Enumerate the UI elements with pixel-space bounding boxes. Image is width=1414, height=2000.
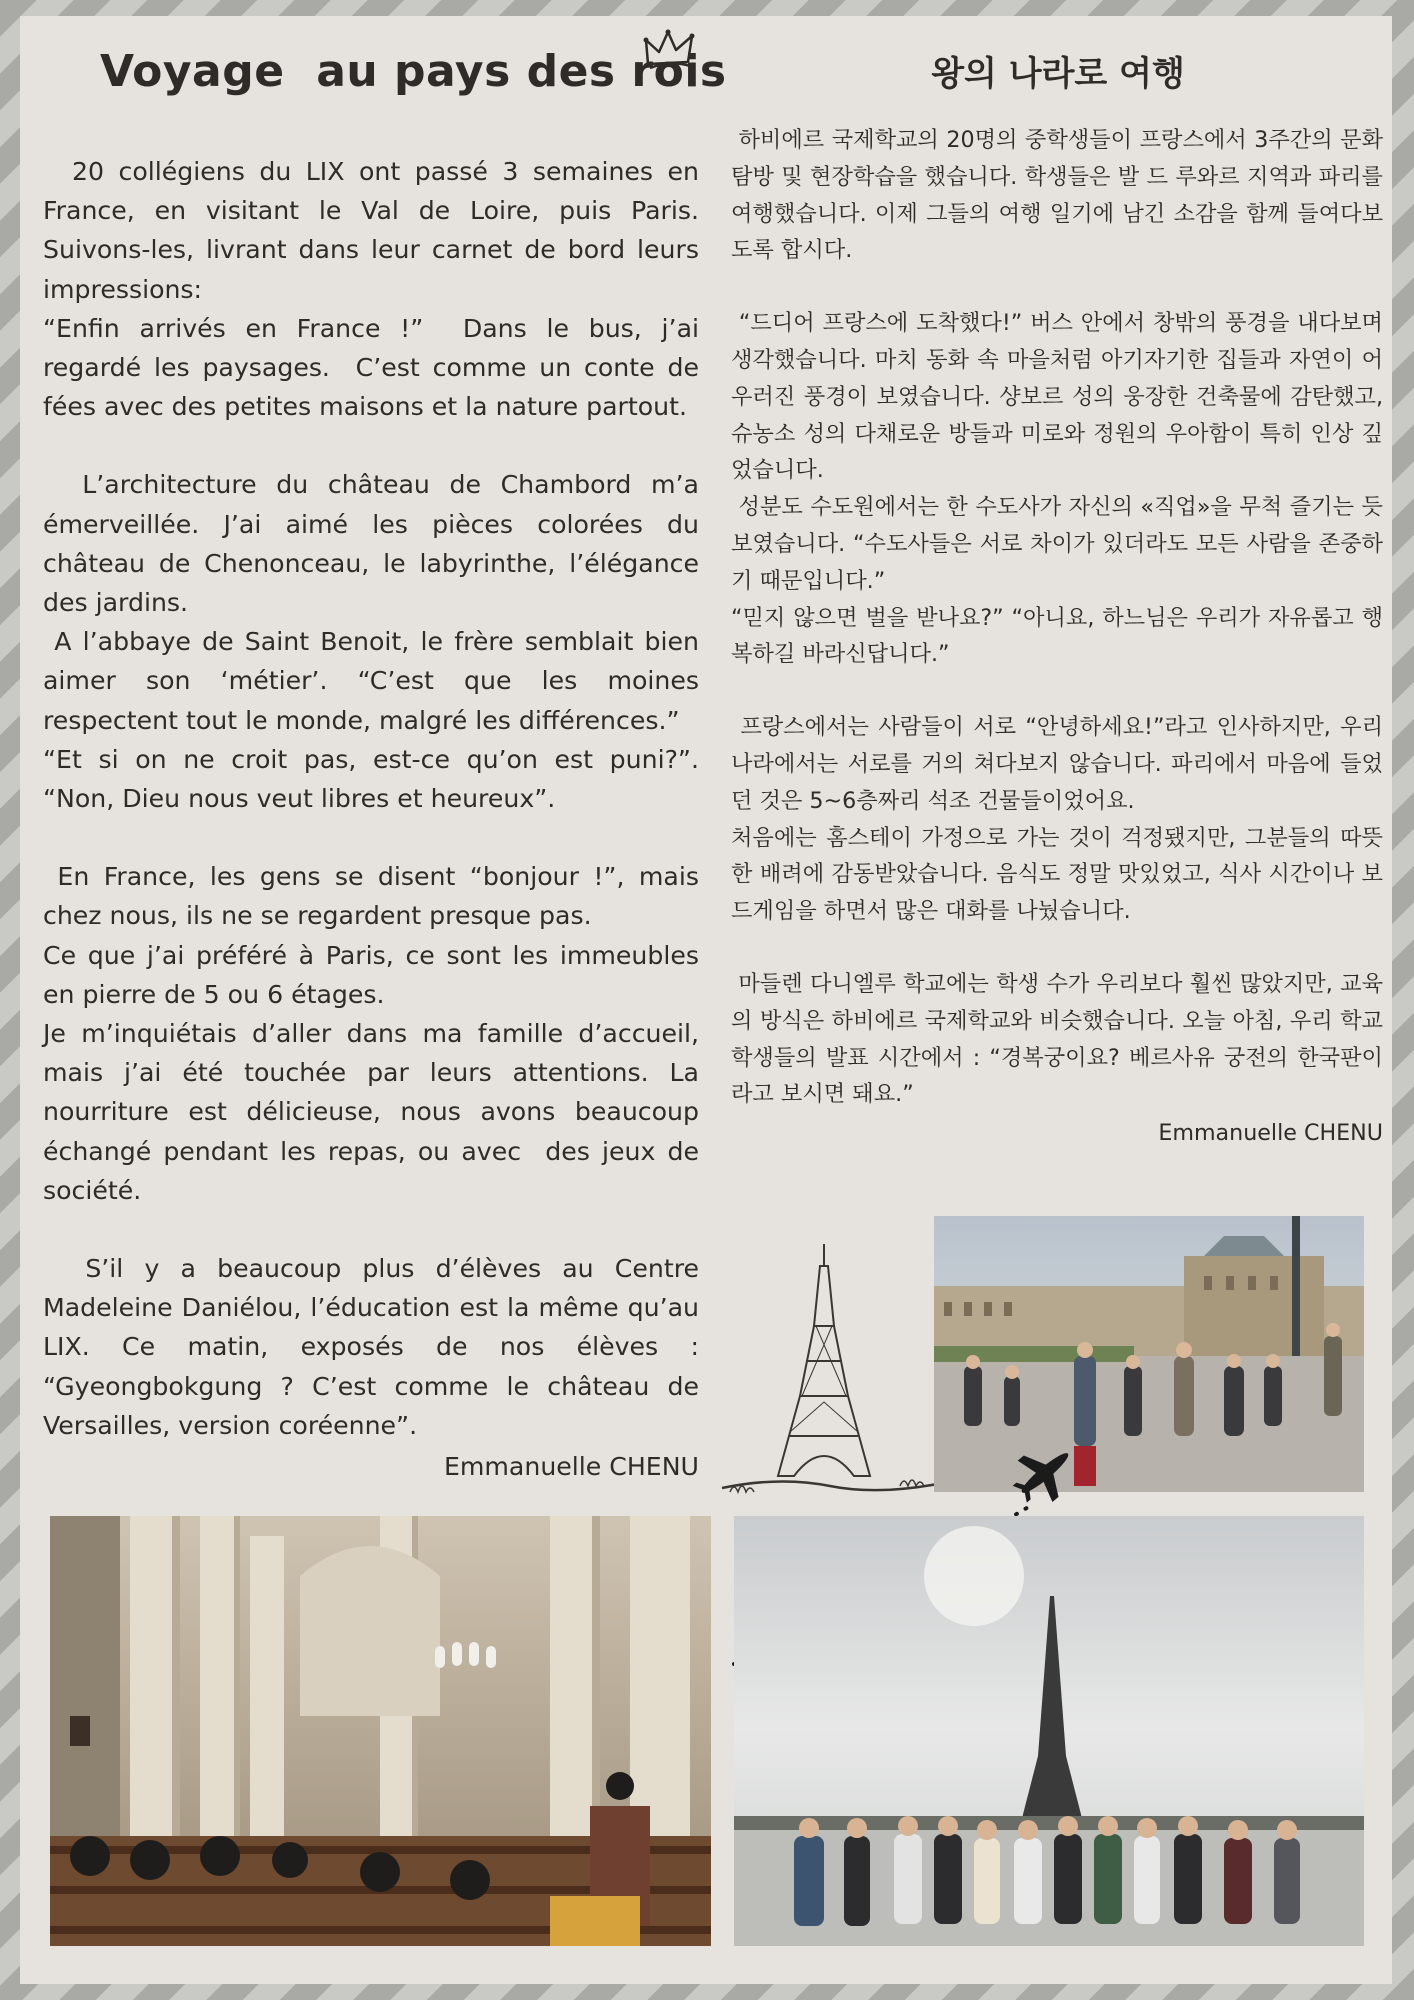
fr-paragraph: L’architecture du château de Chambord m’a émerveillée. J’ai aimé les pièces colorées du château de Chenonceau, le labyrinthe, l’élégance des jardins. (43, 470, 708, 618)
ko-paragraph: 처음에는 홈스테이 가정으로 가는 것이 걱정됐지만, 그분들의 따뜻한 배려에 감동받았습니다. 음식도 정말 맛있었고, 식사 시간이나 보드게임을 하면서 많은 대화를 나눴습니다. (731, 824, 1383, 925)
fr-paragraph: “Enfin arrivés en France !” Dans le bus, j’ai regardé les paysages. C’est comme un conte de fées avec des petites maisons et la nature partout. (43, 313, 708, 422)
french-article (43, 152, 708, 1486)
crown-icon (642, 28, 698, 74)
newsletter-page (20, 16, 1392, 1984)
louvre-group-photo (934, 1216, 1364, 1492)
eiffel-group-photo (734, 1516, 1364, 1946)
ko-paragraph: “믿지 않으면 벌을 받나요?” “아니요, 하느님은 우리가 자유롭고 행복하길 바라신답니다.” (731, 604, 1383, 668)
fr-paragraph: “Et si on ne croit pas, est-ce qu’on est puni?”. “Non, Dieu nous veut libres et heureux”. (43, 744, 708, 814)
eiffel-tower-sketch (720, 1236, 950, 1506)
ko-paragraph: 하비에르 국제학교의 20명의 중학생들이 프랑스에서 3주간의 문화탐방 및 현장학습을 했습니다. 학생들은 발 드 루와르 지역과 파리를 여행했습니다. 이제 그들의 여행 일기에 남긴 소감을 함께 들여다보도록 합시다. (731, 127, 1391, 264)
ko-author: Emmanuelle CHENU (1158, 1120, 1383, 1147)
french-title: Voyage au pays des rois (100, 46, 727, 97)
korean-article (731, 122, 1391, 1152)
fr-paragraph: En France, les gens se disent “bonjour !”, mais chez nous, ils ne se regardent presque pas. (43, 862, 708, 931)
fr-paragraph: Je m’inquiétais d’aller dans ma famille d’accueil, mais j’ai été touchée par leurs attentions. La nourriture est délicieuse, nous avons beaucoup échangé pendant les repas, ou avec des jeux de société. (43, 1019, 708, 1205)
ko-paragraph: “드디어 프랑스에 도착했다!” 버스 안에서 창밖의 풍경을 내다보며 생각했습니다. 마치 동화 속 마을처럼 아기자기한 집들과 자연이 어우러진 풍경이 보였습니다. 샹보르 성의 웅장한 건축물에 감탄했고, 슈농소 성의 다채로운 방들과 미로와 정원의 우아함이 특히 인상 깊었습니다. (731, 310, 1391, 484)
fr-author: Emmanuelle CHENU (443, 1452, 699, 1482)
korean-title: 왕의 나라로 여행 (931, 54, 1185, 94)
fr-paragraph: Ce que j’ai préféré à Paris, ce sont les immeubles en pierre de 5 ou 6 étages. (43, 940, 708, 1009)
fr-paragraph: A l’abbaye de Saint Benoit, le frère semblait bien aimer son ‘métier’. “C’est que les moines respectent tout le monde, malgré les différences.” (43, 627, 708, 735)
ko-paragraph: 성분도 수도원에서는 한 수도사가 자신의 «직업»을 무척 즐기는 듯 보였습니다. “수도사들은 서로 차이가 있더라도 모든 사람을 존중하기 때문입니다.” (731, 494, 1391, 594)
abbey-interior-photo (50, 1516, 711, 1946)
fr-paragraph: S’il y a beaucoup plus d’élèves au Centre Madeleine Daniélou, l’éducation est la même qu’au LIX. Ce matin, exposés de nos élèves : “Gyeongbokgung ? C’est comme le château de Versailles, version coréenne”. (43, 1254, 708, 1440)
fr-paragraph: 20 collégiens du LIX ont passé 3 semaines en France, en visitant le Val de Loire, puis Paris. Suivons-les, livrant dans leur carnet de bord leurs impressions: (43, 157, 708, 304)
ko-paragraph: 마들렌 다니엘루 학교에는 학생 수가 우리보다 훨씬 많았지만, 교육의 방식은 하비에르 국제학교와 비슷했습니다. 오늘 아침, 우리 학교 학생들의 발표 시간에서 : “경복궁이요? 베르사유 궁전의 한국판이라고 보시면 돼요.” (731, 970, 1391, 1108)
ko-paragraph: 프랑스에서는 사람들이 서로 “안녕하세요!”라고 인사하지만, 우리나라에서는 서로를 거의 쳐다보지 않습니다. 파리에서 마음에 들었던 것은 5~6층짜리 석조 건물들이었어요. (731, 714, 1383, 814)
